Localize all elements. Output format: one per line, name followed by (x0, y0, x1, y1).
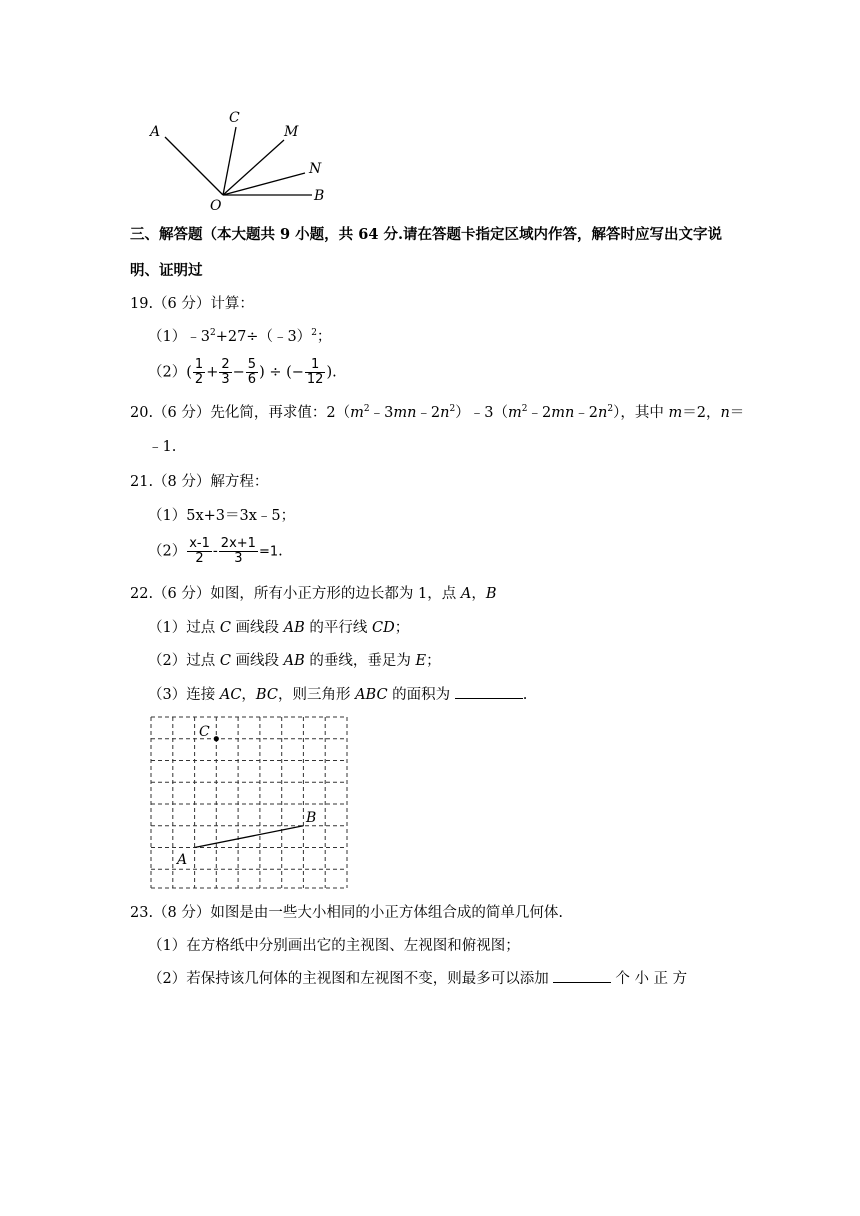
point-c (214, 736, 219, 741)
q20-line1: 20.（6 分）先化简，再求值：$2(m^2﹣3mn﹣2n^2)﹣3(m^2﹣2mn﹣2n^2)$，其中 m＝2，n＝ (130, 404, 745, 421)
grid-figure (148, 714, 352, 892)
q19-head: 19.（6 分）计算： (130, 296, 254, 312)
q21-frac-1: $\frac{x-1}{2}$ (189, 536, 210, 566)
q21-head: 21.（8 分）解方程： (130, 474, 269, 490)
q19-part2 (148, 358, 337, 387)
section-heading-line1: 三、解答题（本大题共 9 小题，共 64 分.请在答题卡指定区域内作答，解答时应写出文字说 (130, 226, 723, 243)
q19-p2-end: ). (326, 364, 337, 381)
grid-label-c: C (199, 724, 210, 740)
q19-p2-minus: − (232, 364, 245, 381)
label-c: C (229, 110, 240, 126)
label-b: B (314, 188, 325, 204)
label-o: O (210, 198, 222, 212)
q19-frac-1: $\frac{1}{2}$ (194, 357, 204, 387)
grid-label-a: A (177, 852, 188, 868)
q19-p2-open: ( (186, 364, 192, 381)
segment-ab (195, 826, 304, 848)
q22-part3: （3）连接 AC，BC，则三角形 ABC 的面积为 . (148, 687, 528, 703)
label-n: N (309, 161, 322, 177)
q19-p2-close-div: ) ÷ ( (259, 364, 292, 381)
q19-frac-3: $\frac{5}{6}$ (247, 357, 257, 387)
q22-part2: （2）过点 C 画线段 AB 的垂线，垂足为 E； (148, 653, 441, 669)
q19-p1-sup: 2 (209, 328, 216, 338)
q19-p1-end: ； (316, 329, 332, 345)
q19-p1-label: （1） (148, 329, 187, 345)
q23-part2: （2）若保持该几何体的主视图和左视图不变，则最多可以添加 个 小 正 方 (148, 971, 688, 987)
q19-frac-2: $\frac{2}{3}$ (221, 357, 230, 387)
q19-part1 (148, 327, 331, 347)
section-heading-line2: 明、证明过 (130, 262, 203, 279)
q23-part1: （1）在方格纸中分别画出它的主视图、左视图和俯视图； (148, 938, 520, 954)
q22-part1: （1）过点 C 画线段 AB 的平行线 CD； (148, 620, 410, 636)
q23-answer-blank[interactable] (553, 982, 611, 983)
grid-label-b: B (306, 810, 317, 826)
q22-answer-blank[interactable] (455, 698, 523, 699)
label-a: A (150, 124, 161, 140)
q22-head: 22.（6 分）如图，所有小正方形的边长都为 1，点 A，B (130, 586, 497, 602)
q19-p2-label: （2） (148, 364, 187, 381)
q21-part2: （2） $\frac{x-1}{2}$ - $\frac{2x+1}{3}$ =1. (148, 536, 283, 566)
q23-head: 23.（8 分）如图是由一些大小相同的小正方体组合成的简单几何体. (130, 905, 564, 921)
q19-p1-b: +27÷（﹣3） (215, 329, 312, 345)
ray-oa (165, 137, 223, 195)
q21-part1: （1）5x+3＝3x﹣5； (148, 508, 296, 524)
angle-figure (140, 100, 340, 212)
q19-p2-plus: + (206, 364, 219, 381)
q19-p1-sup2: 2 (311, 328, 317, 338)
q20-line2: ﹣1. (148, 439, 177, 455)
label-m: M (284, 124, 299, 140)
q19-p2-neg: − (291, 364, 304, 381)
q19-frac-4: $\frac{1}{12}$ (306, 357, 324, 387)
q21-frac-2: $\frac{2x+1}{3}$ (220, 536, 256, 566)
q19-p1-a: ﹣3 (186, 329, 210, 345)
